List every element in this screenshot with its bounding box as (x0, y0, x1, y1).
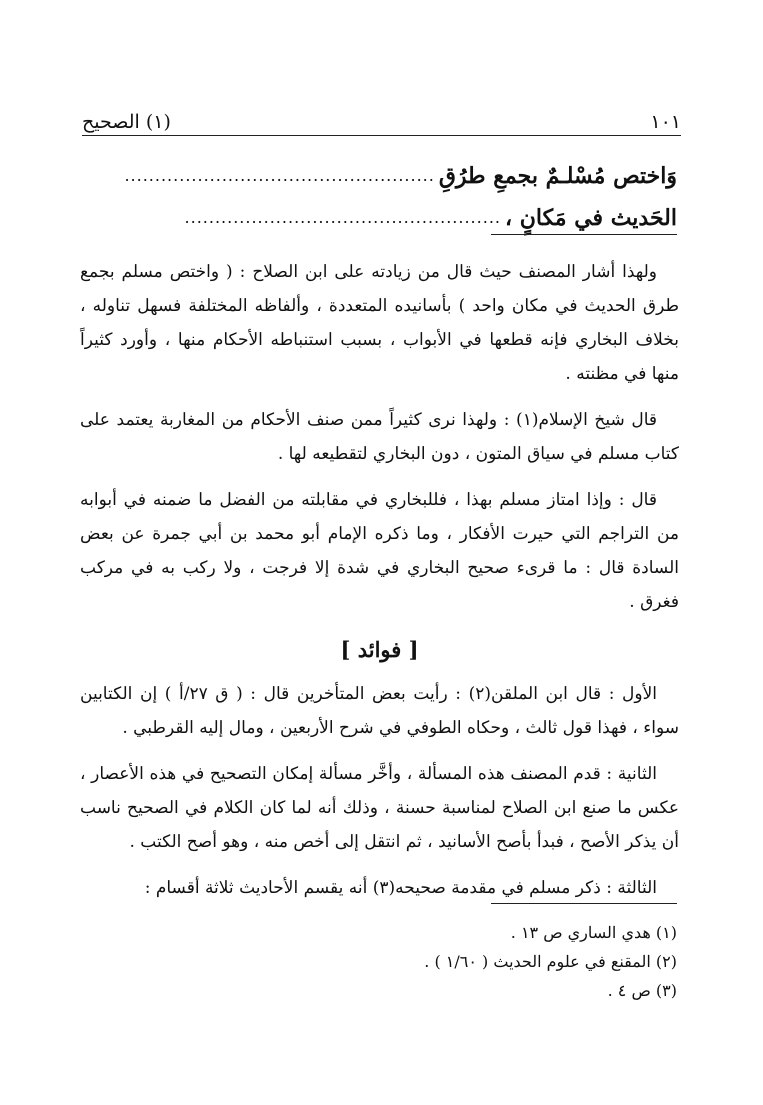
running-header (82, 103, 681, 136)
verse-block (86, 155, 677, 239)
benefit-paragraph: الثانية : قدم المصنف هذه المسألة ، وأخَّر مسألة إمكان التصحيح في هذه الأعصار ، عكس ما صنع ابن الصلاح لمناسبة حسنة ، وذلك أنه لما كان الكلام في الصحيح ناسب أن يذكر الأصح ، فبدأ بأصح الأسانيد ، ثم انتقل إلى أخص منه ، وهو أصح الكتب . (80, 764, 679, 852)
page-number: ١٠١ (650, 111, 681, 133)
paragraph: ولهذا أشار المصنف حيث قال من زيادته على ابن الصلاح : ( واختص مسلم بجمع طرق الحديث في مكان واحد ) بأسانيده المتعددة ، وألفاظه المختلفة فسهل تناوله ، بخلاف البخاري فإنه قطعها في الأبواب ، بسبب استنباطه الأحكام منها ، وأورد كثيراً منها في مظنته . (80, 262, 679, 384)
footnote: (٣) ص ٤ . (607, 981, 677, 1000)
verse-line-1 (86, 155, 677, 197)
verse-line-2 (86, 197, 677, 239)
chapter-title: (١) الصحيح (82, 111, 171, 133)
verse-divider (491, 234, 677, 235)
paragraph: قال : وإذا امتاز مسلم بهذا ، فللبخاري في مقابلته من الفضل ما ضمنه في أبوابه من التراجم التي حيرت الأفكار ، وما ذكره الإمام أبو محمد بن أبي جمرة عن بعض السادة قال : ما قرىء صحيح البخاري في شدة إلا فرجت ، ولا ركب به في مركب فغرق . (80, 490, 679, 612)
benefit-paragraph: الثالثة : ذكر مسلم في مقدمة صحيحه(٣) أنه يقسم الأحاديث ثلاثة أقسام : (144, 878, 657, 898)
verse-text-1: وَاختص مُسْلـمٌ بجمعِ طرُقِ (438, 163, 677, 189)
verse-text-2: الحَديث في مَكانٍ ، (504, 205, 677, 231)
benefit-paragraph: الأول : قال ابن الملقن(٢) : رأيت بعض المتأخرين قال : ( ق ٢٧/أ ) إن الكتابين سواء ، فهذا قول ثالث ، وحكاه الطوفي في شرح الأربعين ، ومال إليه القرطبي . (80, 684, 679, 738)
verse-dots-1: ................................................... (124, 166, 435, 185)
footnote-divider (491, 903, 677, 904)
footnote: (٢) المقنع في علوم الحديث ( ١/٦٠ ) . (424, 952, 677, 971)
commentary (80, 255, 679, 917)
footnote: (١) هدي الساري ص ١٣ . (510, 923, 677, 942)
verse-dots-2: .................................................... (184, 208, 501, 227)
section-heading: [ فوائد ] (340, 637, 419, 662)
paragraph: قال شيخ الإسلام(١) : ولهذا نرى كثيراً ممن صنف الأحكام من المغاربة يعتمد على كتاب مسلم في سياق المتون ، دون البخاري لتقطيعه لها . (80, 410, 679, 464)
footnotes (86, 918, 677, 1005)
